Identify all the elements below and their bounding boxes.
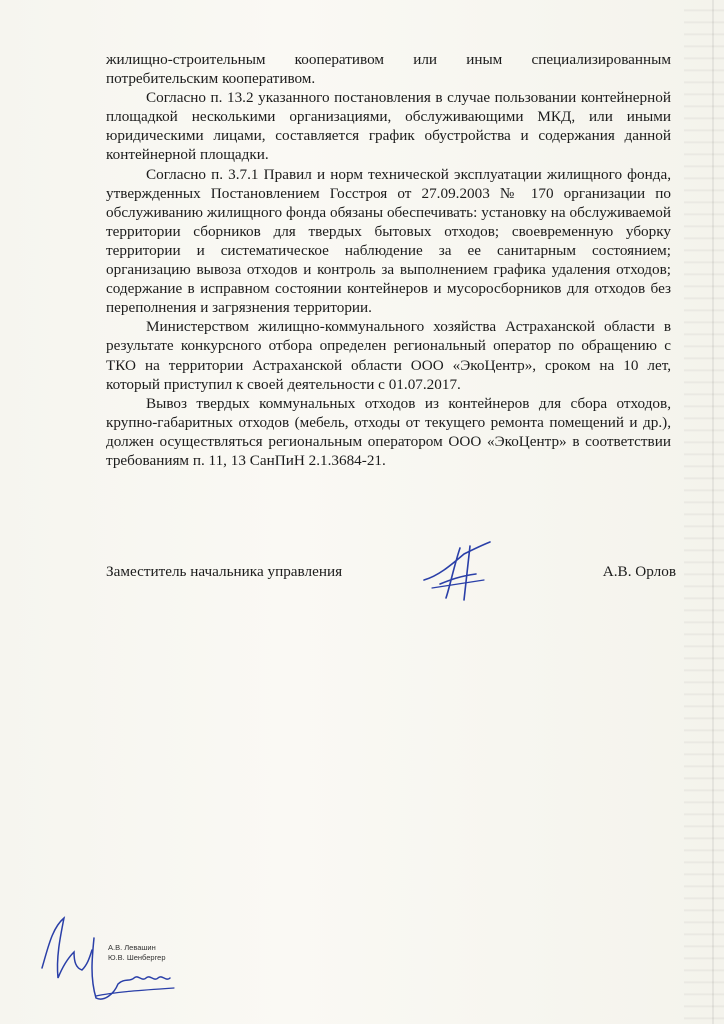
paragraph-2: Согласно п. 13.2 указанного постановления в случае пользовании контейнерной площадкой несколькими организациями, обслуживающими МКД, или иными юридическими лицами, составляется график обустройства и содержания данной контейнерной площадки. bbox=[106, 89, 671, 164]
scan-edge-artifact bbox=[684, 0, 724, 1024]
letter-body bbox=[106, 50, 671, 470]
paragraph-3: Согласно п. 3.7.1 Правил и норм технической эксплуатации жилищного фонда, утвержденных Постановлением Госстроя от 27.09.2003 № 170 организации по обслуживанию жилищного фонда обязаны обеспечивать: установку на обслуживаемой территории сборников для твердых бытовых отходов; своевременную уборку территории и систематическое наблюдение за ее санитарным состоянием; организацию вывоза отходов и контроль за выполнением графика удаления отходов; содержание в исправном состоянии контейнеров и мусоросборников для отходов без переполнения и загрязнения территории. bbox=[106, 165, 671, 317]
executor-2: Ю.В. Шенбергер bbox=[108, 953, 166, 962]
paragraph-1: жилищно-строительным кооперативом или иным специализированным потребительским кооперативом. bbox=[106, 51, 671, 88]
paragraph-4: Министерством жилищно-коммунального хозяйства Астраханской области в результате конкурсного отбора определен региональный оператор по обращению с ТКО на территории Астраханской области ООО «ЭкоЦентр», сроком на 10 лет, который приступил к своей деятельности с 01.07.2017. bbox=[106, 318, 671, 393]
executor-signatures bbox=[34, 908, 184, 1008]
paragraph-5: Вывоз твердых коммунальных отходов из контейнеров для сбора отходов, крупно-габаритных отходов (мебель, отходы от текущего ремонта помещений и др.), должен осуществляться региональным оператором ООО «ЭкоЦентр» в соответствии требованиям п. 11, 13 СанПиН 2.1.3684-21. bbox=[106, 394, 671, 469]
scan-edge-line bbox=[712, 0, 714, 1024]
signatory-name: А.В. Орлов bbox=[602, 563, 676, 580]
handwritten-signature bbox=[420, 536, 500, 604]
signatory-title: Заместитель начальника управления bbox=[106, 563, 343, 580]
executor-1: А.В. Левашин bbox=[108, 943, 156, 952]
signature-block bbox=[106, 563, 676, 587]
